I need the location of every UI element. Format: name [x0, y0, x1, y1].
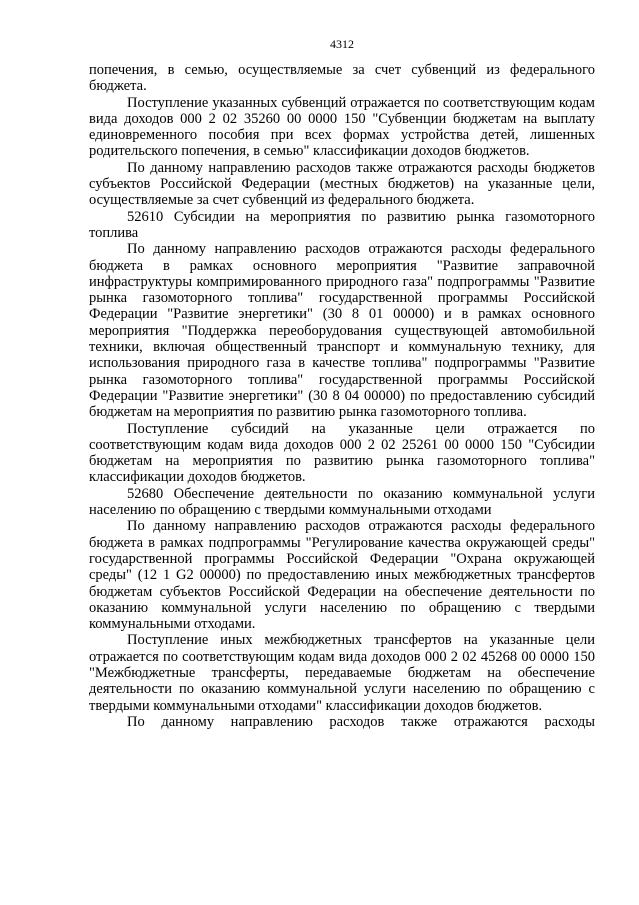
paragraph-continuation: попечения, в семью, осуществляемые за счет субвенций из федерального бюджета. — [89, 62, 595, 95]
section-heading-52610: 52610 Субсидии на мероприятия по развитию рынка газомоторного топлива — [89, 208, 595, 241]
paragraph-waste-receipt: Поступление иных межбюджетных трансфертов на указанные цели отражается по соответствующим кодам вида доходов 000 2 02 45268 00 0000 150 "Межбюджетные трансферты, передаваемые бюджетам на обеспечение деятельности по оказанию коммунальной услуги населению по обращению с твердыми коммунальными отходами" классификации доходов бюджетов. — [89, 632, 595, 714]
paragraph-gas-fuel-receipt: Поступление субсидий на указанные цели отражается по соответствующим кодам вида доходов 000 2 02 25261 00 0000 150 "Субсидии бюджетам на мероприятия по развитию рынка газомоторного топлива" классификации доходов бюджетов. — [89, 420, 595, 486]
document-body — [89, 62, 595, 730]
paragraph-gas-fuel-expenses: По данному направлению расходов отражаются расходы федерального бюджета в рамках основного мероприятия "Развитие заправочной инфраструктуры компримированного природного газа" подпрограммы "Развитие рынка газомоторного топлива" государственной программы Российской Федерации "Развитие энергетики" (30 8 01 00000) и в рамках основного мероприятия "Поддержка переоборудования существующей автомобильной техники, включая общественный транспорт и коммунальную технику, для использования природного газа в качестве топлива" подпрограммы "Развитие рынка газомоторного топлива" государственной программы Российской Федерации "Развитие энергетики" (30 8 04 00000) по предоставлению субсидий бюджетам на мероприятия по развитию рынка газомоторного топлива. — [89, 241, 595, 421]
paragraph-subvention-receipt: Поступление указанных субвенций отражается по соответствующим кодам вида доходов 000 2 02 35260 00 0000 150 "Субвенции бюджетам на выплату единовременного пособия при всех формах устройства детей, лишенных родительского попечения, в семью" классификации доходов бюджетов. — [89, 94, 595, 160]
paragraph-regional-expenses: По данному направлению расходов также отражаются расходы бюджетов субъектов Российской Федерации (местных бюджетов) на указанные цели, осуществляемые за счет субвенций из федерального бюджета. — [89, 159, 595, 209]
paragraph-final-fragment: По данному направлению расходов также отражаются расходы — [127, 713, 595, 730]
paragraph-waste-expenses: По данному направлению расходов отражаются расходы федерального бюджета в рамках подпрограммы "Регулирование качества окружающей среды" государственной программы Российской Федерации "Охрана окружающей среды" (12 1 G2 00000) по предоставлению иных межбюджетных трансфертов бюджетам субъектов Российской Федерации на обеспечение деятельности по оказанию коммунальной услуги населению по обращению с твердыми коммунальными отходами. — [89, 518, 595, 633]
page-number: 4312 — [330, 37, 354, 51]
section-heading-52680: 52680 Обеспечение деятельности по оказанию коммунальной услуги населению по обращению с твердыми коммунальными отходами — [89, 485, 595, 519]
